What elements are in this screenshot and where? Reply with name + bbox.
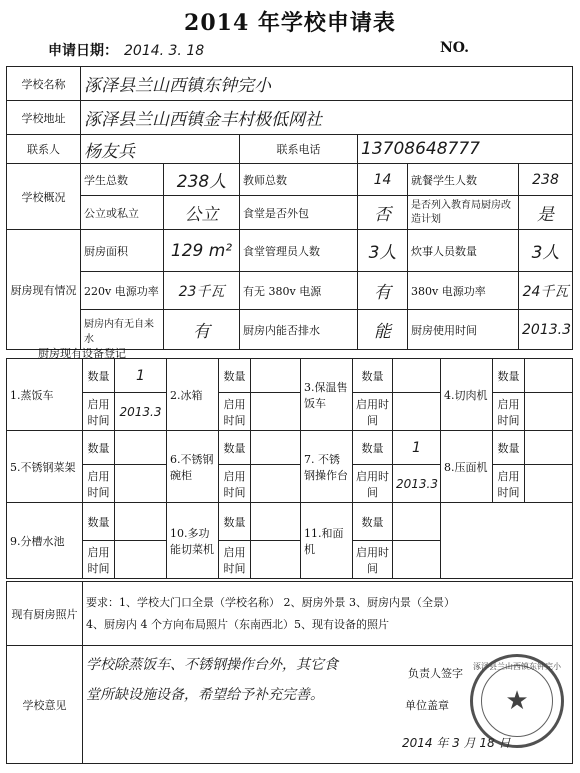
equip-7-time: 2013.3: [393, 465, 441, 503]
drain-value: 能: [358, 310, 408, 350]
drain-label: 厨房内能否排水: [240, 310, 358, 350]
equip-3-qty-label: 数量: [353, 359, 393, 393]
form-title: 2014 年学校申请表: [184, 10, 396, 36]
opinion-line-1: 学校除蒸饭车、不锈钢操作台外，其它食: [86, 657, 338, 673]
equip-2-time: [251, 393, 301, 431]
equip-empty-cell: [441, 503, 573, 579]
power220-value: 23千瓦: [164, 272, 240, 310]
equip-5-time: [115, 465, 167, 503]
equip-3-time: [393, 393, 441, 431]
equip-4-time: [525, 393, 573, 431]
power220-label: 220v 电源功率: [81, 272, 164, 310]
equip-1-qty-label: 数量: [83, 359, 115, 393]
phone-value: 13708648777: [358, 135, 573, 164]
water-value: 有: [164, 310, 240, 350]
teachers-value: 14: [358, 164, 408, 196]
equip-6-time: [251, 465, 301, 503]
responsible-person-label: 负责人签字: [408, 667, 463, 680]
equip-1-time: 2013.3: [115, 393, 167, 431]
contact-label: 联系人: [7, 135, 81, 164]
equip-8-time: [525, 465, 573, 503]
equip-7-name: 7. 不锈钢操作台: [301, 431, 353, 503]
equip-6-time-label: 启用时间: [219, 465, 251, 503]
overview-label: 学校概况: [7, 164, 81, 230]
seal-label: 单位盖章: [405, 699, 449, 712]
equip-8-qty-label: 数量: [493, 431, 525, 465]
power380-value: 24千瓦: [519, 272, 573, 310]
equip-11-qty: [393, 503, 441, 541]
photos-requirement-line-2: 4、厨房内 4 个方向布局照片（东南西北）5、现有设备的照片: [86, 617, 389, 631]
equipment-table: [6, 358, 573, 579]
equip-5-time-label: 启用时间: [83, 465, 115, 503]
equip-9-qty: [115, 503, 167, 541]
equip-11-qty-label: 数量: [353, 503, 393, 541]
equip-10-qty: [251, 503, 301, 541]
school-name-value: 涿泽县兰山西镇东钟完小: [81, 67, 573, 101]
equip-4-qty-label: 数量: [493, 359, 525, 393]
canteen-outsourced-label: 食堂是否外包: [240, 196, 358, 230]
school-address-label: 学校地址: [7, 101, 81, 135]
use-time-label: 厨房使用时间: [408, 310, 519, 350]
plan-value: 是: [519, 196, 573, 230]
equip-7-qty-label: 数量: [353, 431, 393, 465]
equip-8-name: 8.压面机: [441, 431, 493, 503]
equip-8-qty: [525, 431, 573, 465]
equipment-section-label: 厨房现有设备登记: [38, 347, 126, 360]
students-label: 学生总数: [81, 164, 164, 196]
star-icon: ★: [505, 686, 529, 716]
form-number-label: NO.: [440, 40, 470, 56]
equip-6-qty-label: 数量: [219, 431, 251, 465]
equip-3-name: 3.保温售饭车: [301, 359, 353, 431]
equip-2-name: 2.冰箱: [167, 359, 219, 431]
official-seal: [470, 654, 564, 748]
has380-value: 有: [358, 272, 408, 310]
kitchen-status-label: 厨房现有情况: [7, 230, 81, 350]
apply-date-value: 2014. 3. 18: [124, 43, 205, 59]
public-private-value: 公立: [164, 196, 240, 230]
equip-11-time-label: 启用时间: [353, 541, 393, 579]
opinion-label: 学校意见: [7, 646, 83, 764]
equip-5-name: 5.不锈钢菜架: [7, 431, 83, 503]
equip-2-qty-label: 数量: [219, 359, 251, 393]
equip-10-name: 10.多功能切菜机: [167, 503, 219, 579]
equip-6-name: 6.不锈钢碗柜: [167, 431, 219, 503]
equip-7-time-label: 启用时间: [353, 465, 393, 503]
public-private-label: 公立或私立: [81, 196, 164, 230]
equip-4-time-label: 启用时间: [493, 393, 525, 431]
equip-7-qty: 1: [393, 431, 441, 465]
seal-inner-ring: [481, 665, 553, 737]
school-address-value: 涿泽县兰山西镇金丰村极低网社: [81, 101, 573, 135]
cook-staff-value: 3人: [519, 230, 573, 272]
equip-10-qty-label: 数量: [219, 503, 251, 541]
equip-9-time-label: 启用时间: [83, 541, 115, 579]
power380-label: 380v 电源功率: [408, 272, 519, 310]
equip-4-qty: [525, 359, 573, 393]
equip-10-time-label: 启用时间: [219, 541, 251, 579]
equip-5-qty-label: 数量: [83, 431, 115, 465]
equip-1-time-label: 启用时间: [83, 393, 115, 431]
mgmt-staff-value: 3人: [358, 230, 408, 272]
equip-3-qty: [393, 359, 441, 393]
teachers-label: 教师总数: [240, 164, 358, 196]
equip-11-time: [393, 541, 441, 579]
meal-students-value: 238: [519, 164, 573, 196]
equip-1-name: 1.蒸饭车: [7, 359, 83, 431]
contact-value: 杨友兵: [81, 135, 240, 164]
opinion-line-2: 堂所缺设施设备，希望给予补充完善。: [86, 687, 324, 703]
kitchen-area-label: 厨房面积: [81, 230, 164, 272]
equip-4-name: 4.切肉机: [441, 359, 493, 431]
has380-label: 有无 380v 电源: [240, 272, 358, 310]
water-label: 厨房内有无自来水: [81, 310, 164, 350]
equip-9-time: [115, 541, 167, 579]
cook-staff-label: 炊事人员数量: [408, 230, 519, 272]
canteen-outsourced-value: 否: [358, 196, 408, 230]
equip-2-time-label: 启用时间: [219, 393, 251, 431]
equip-10-time: [251, 541, 301, 579]
photos-requirements: [83, 582, 573, 646]
school-name-label: 学校名称: [7, 67, 81, 101]
phone-label: 联系电话: [240, 135, 358, 164]
apply-date: [48, 40, 204, 60]
use-time-value: 2013.3: [519, 310, 573, 350]
apply-date-label: 申请日期：: [48, 43, 118, 59]
equip-3-time-label: 启用时间: [353, 393, 393, 431]
equip-2-qty: [251, 359, 301, 393]
meal-students-label: 就餐学生人数: [408, 164, 519, 196]
photos-label: 现有厨房照片: [7, 582, 83, 646]
students-value: 238人: [164, 164, 240, 196]
equip-5-qty: [115, 431, 167, 465]
kitchen-area-value: 129 m²: [164, 230, 240, 272]
opinion-date: 2014 年 3 月 18 日: [402, 736, 511, 750]
equip-9-name: 9.分槽水池: [7, 503, 83, 579]
equip-11-name: 11.和面机: [301, 503, 353, 579]
equip-1-qty: 1: [115, 359, 167, 393]
seal-text: 涿泽县兰山西镇东钟完小: [473, 662, 561, 671]
equip-8-time-label: 启用时间: [493, 465, 525, 503]
photos-requirement-line-1: 要求：1、学校大门口全景（学校名称） 2、厨房外景 3、厨房内景（全景）: [86, 595, 455, 609]
equip-9-qty-label: 数量: [83, 503, 115, 541]
mgmt-staff-label: 食堂管理员人数: [240, 230, 358, 272]
school-info-table: [6, 66, 573, 350]
plan-label: 是否列入教育局厨房改造计划: [408, 196, 519, 230]
equip-6-qty: [251, 431, 301, 465]
